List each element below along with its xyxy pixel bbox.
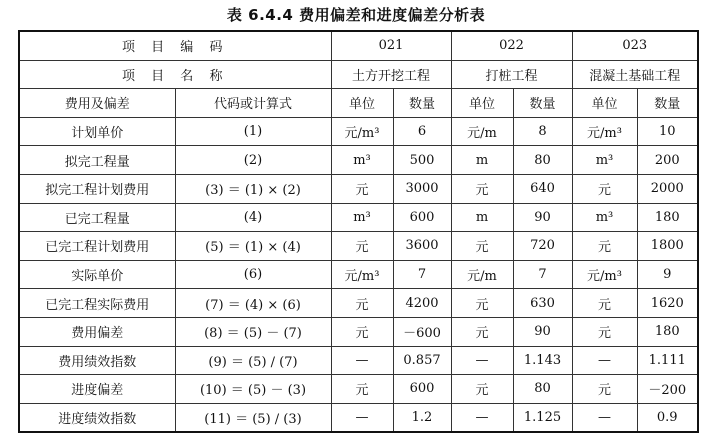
unit-cell: 元 (572, 174, 637, 203)
unit-cell: 元 (331, 232, 393, 261)
row-item: 已完工程量 (19, 203, 175, 232)
unit-cell: 元 (451, 174, 513, 203)
row-item: 已完工程实际费用 (19, 289, 175, 318)
row-formula: (10) ＝ (5) － (3) (175, 375, 331, 404)
quantity-cell: －200 (637, 375, 698, 404)
unit-cell: 元 (331, 375, 393, 404)
unit-cell: 元/m³ (572, 260, 637, 289)
project-name-label: 项 目 名 称 (19, 60, 331, 89)
unit-cell: 元 (572, 375, 637, 404)
quantity-cell: 1620 (637, 289, 698, 318)
quantity-cell: 600 (393, 203, 451, 232)
quantity-cell: 1.2 (393, 403, 451, 432)
quantity-cell: 90 (513, 203, 572, 232)
project-code-label: 项 目 编 码 (19, 31, 331, 60)
unit-cell: 元 (331, 289, 393, 318)
col-header-qty: 数量 (393, 89, 451, 118)
table-row (19, 146, 698, 175)
quantity-cell: 9 (637, 260, 698, 289)
row-formula: (3) ＝ (1) × (2) (175, 174, 331, 203)
project-code: 023 (572, 31, 698, 60)
table-row (19, 289, 698, 318)
row-formula: (9) ＝ (5) / (7) (175, 346, 331, 375)
unit-cell: m³ (572, 203, 637, 232)
project-name-row (19, 60, 698, 89)
unit-cell: — (331, 403, 393, 432)
quantity-cell: 1800 (637, 232, 698, 261)
row-formula: (5) ＝ (1) × (4) (175, 232, 331, 261)
unit-cell: — (451, 346, 513, 375)
quantity-cell: 200 (637, 146, 698, 175)
quantity-cell: 1.143 (513, 346, 572, 375)
project-code: 021 (331, 31, 451, 60)
quantity-cell: 4200 (393, 289, 451, 318)
row-formula: (4) (175, 203, 331, 232)
unit-cell: 元 (572, 317, 637, 346)
table-row (19, 403, 698, 432)
project-code-row (19, 31, 698, 60)
quantity-cell: 2000 (637, 174, 698, 203)
unit-cell: m (451, 146, 513, 175)
col-header-qty: 数量 (513, 89, 572, 118)
table-title: 表 6.4.4 费用偏差和进度偏差分析表 (226, 6, 486, 24)
quantity-cell: 640 (513, 174, 572, 203)
row-item: 费用偏差 (19, 317, 175, 346)
quantity-cell: 600 (393, 375, 451, 404)
quantity-cell: 80 (513, 146, 572, 175)
unit-cell: 元 (572, 289, 637, 318)
quantity-cell: 3000 (393, 174, 451, 203)
row-item: 实际单价 (19, 260, 175, 289)
row-item: 费用绩效指数 (19, 346, 175, 375)
quantity-cell: 6 (393, 117, 451, 146)
unit-cell: 元 (451, 232, 513, 261)
unit-cell: m³ (331, 146, 393, 175)
unit-cell: m³ (572, 146, 637, 175)
col-header-unit: 单位 (572, 89, 637, 118)
quantity-cell: 3600 (393, 232, 451, 261)
unit-cell: 元/m³ (572, 117, 637, 146)
row-item: 拟完工程计划费用 (19, 174, 175, 203)
unit-cell: — (572, 346, 637, 375)
quantity-cell: －600 (393, 317, 451, 346)
project-name: 混凝土基础工程 (572, 60, 698, 89)
unit-cell: m (451, 203, 513, 232)
quantity-cell: 7 (393, 260, 451, 289)
row-formula: (11) ＝ (5) / (3) (175, 403, 331, 432)
quantity-cell: 10 (637, 117, 698, 146)
quantity-cell: 1.125 (513, 403, 572, 432)
quantity-cell: 500 (393, 146, 451, 175)
quantity-cell: 0.857 (393, 346, 451, 375)
quantity-cell: 8 (513, 117, 572, 146)
quantity-cell: 7 (513, 260, 572, 289)
unit-cell: m³ (331, 203, 393, 232)
unit-cell: — (451, 403, 513, 432)
column-header-row (19, 89, 698, 118)
unit-cell: 元 (451, 317, 513, 346)
unit-cell: 元 (331, 317, 393, 346)
table-row (19, 232, 698, 261)
quantity-cell: 630 (513, 289, 572, 318)
quantity-cell: 0.9 (637, 403, 698, 432)
row-formula: (6) (175, 260, 331, 289)
unit-cell: 元 (451, 289, 513, 318)
unit-cell: 元/m³ (331, 117, 393, 146)
quantity-cell: 1.111 (637, 346, 698, 375)
row-formula: (2) (175, 146, 331, 175)
project-code: 022 (451, 31, 572, 60)
row-formula: (8) ＝ (5) － (7) (175, 317, 331, 346)
col-header-item: 费用及偏差 (19, 89, 175, 118)
table-row (19, 317, 698, 346)
project-name: 打桩工程 (451, 60, 572, 89)
unit-cell: 元 (572, 232, 637, 261)
table-row (19, 375, 698, 404)
row-item: 计划单价 (19, 117, 175, 146)
table-row (19, 117, 698, 146)
table-row (19, 203, 698, 232)
unit-cell: — (572, 403, 637, 432)
project-name: 土方开挖工程 (331, 60, 451, 89)
unit-cell: 元/m (451, 260, 513, 289)
cost-schedule-variance-table (18, 30, 699, 433)
table-row (19, 260, 698, 289)
unit-cell: 元 (331, 174, 393, 203)
quantity-cell: 180 (637, 317, 698, 346)
quantity-cell: 90 (513, 317, 572, 346)
col-header-unit: 单位 (451, 89, 513, 118)
unit-cell: — (331, 346, 393, 375)
quantity-cell: 80 (513, 375, 572, 404)
table-row (19, 346, 698, 375)
row-item: 进度绩效指数 (19, 403, 175, 432)
unit-cell: 元/m (451, 117, 513, 146)
unit-cell: 元 (451, 375, 513, 404)
table-row (19, 174, 698, 203)
quantity-cell: 180 (637, 203, 698, 232)
col-header-unit: 单位 (331, 89, 393, 118)
row-item: 拟完工程量 (19, 146, 175, 175)
row-formula: (7) ＝ (4) × (6) (175, 289, 331, 318)
row-item: 已完工程计划费用 (19, 232, 175, 261)
row-formula: (1) (175, 117, 331, 146)
col-header-formula: 代码或计算式 (175, 89, 331, 118)
unit-cell: 元/m³ (331, 260, 393, 289)
quantity-cell: 720 (513, 232, 572, 261)
row-item: 进度偏差 (19, 375, 175, 404)
col-header-qty: 数量 (637, 89, 698, 118)
